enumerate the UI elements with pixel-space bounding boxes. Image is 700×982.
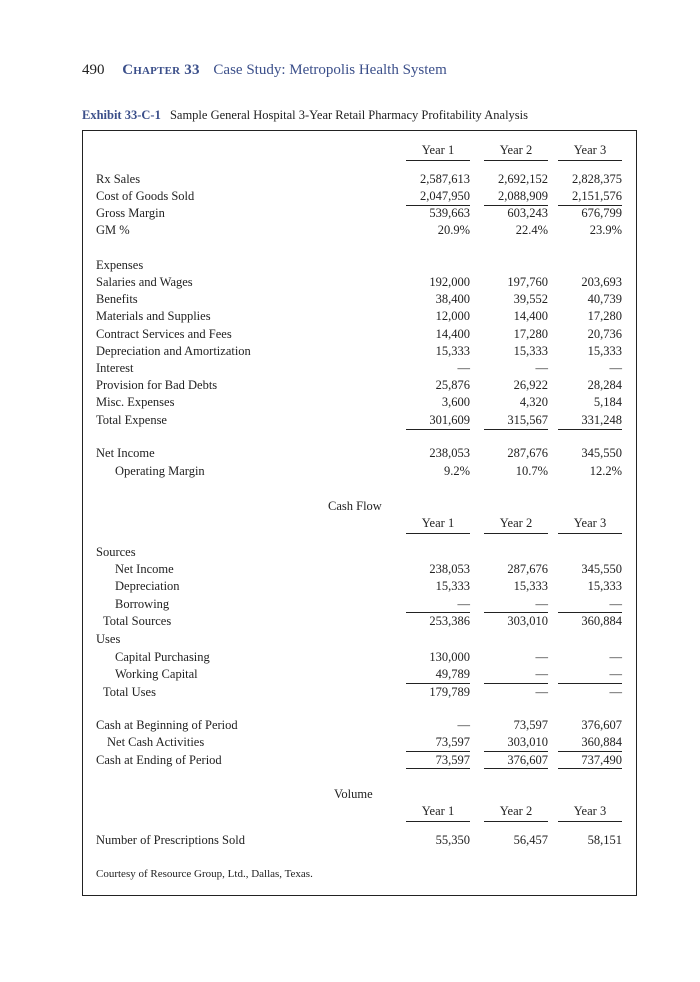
subtotal-rule: [484, 751, 548, 752]
cash-flow-year-header: Year 3: [573, 516, 607, 530]
header-rule: [484, 821, 548, 822]
header-rule: [406, 821, 470, 822]
header-rule: [484, 160, 548, 161]
row-value: —: [535, 667, 548, 682]
row-value: 56,457: [513, 833, 548, 847]
row-label: Provision for Bad Debts: [96, 378, 218, 393]
row-label: Benefits: [96, 292, 138, 307]
row-value: 345,550: [581, 446, 622, 460]
row-value: 287,676: [507, 562, 548, 576]
row-value: —: [457, 718, 470, 732]
row-value: 20.9%: [437, 223, 470, 237]
row-value: 192,000: [429, 275, 470, 289]
total-rule: [406, 429, 470, 430]
row-value: 73,597: [513, 718, 548, 732]
row-value: 39,552: [513, 292, 548, 307]
row-value: 15,333: [513, 343, 548, 358]
row-value: 15,333: [587, 579, 622, 594]
row-value: 376,607: [507, 752, 548, 767]
row-label: Rx Sales: [96, 172, 141, 186]
row-value: 10.7%: [515, 463, 548, 478]
section-heading-expenses: Expenses: [96, 258, 144, 272]
row-value: 301,609: [429, 412, 470, 427]
row-value: 303,010: [507, 613, 548, 628]
profitability-year-header: Year 2: [499, 143, 533, 157]
header-rule: [406, 533, 470, 534]
profitability-year-header: Year 3: [573, 143, 607, 157]
row-value: 2,088,909: [498, 189, 548, 203]
row-value: —: [609, 361, 622, 375]
row-value: —: [535, 596, 548, 611]
row-value: 38,400: [435, 292, 470, 307]
subtotal-rule: [558, 683, 622, 684]
row-value: —: [535, 650, 548, 664]
row-value: 197,760: [507, 275, 548, 289]
volume-year-header: Year 2: [499, 804, 533, 818]
row-value: 17,280: [587, 309, 622, 324]
row-value: 25,876: [435, 378, 470, 393]
subtotal-rule: [558, 205, 622, 206]
row-value: 737,490: [581, 752, 622, 767]
header-rule: [558, 533, 622, 534]
row-value: —: [535, 684, 548, 699]
row-value: 49,789: [435, 667, 470, 682]
exhibit-label: Exhibit 33-C-1: [82, 108, 161, 122]
header-rule: [484, 533, 548, 534]
row-value: —: [609, 667, 622, 682]
subtotal-rule: [406, 205, 470, 206]
row-value: 26,922: [513, 378, 548, 393]
row-value: 12.2%: [589, 463, 622, 478]
row-value: 23.9%: [589, 223, 622, 237]
total-rule: [558, 768, 622, 769]
row-value: 130,000: [429, 650, 470, 664]
row-label: Cash at Beginning of Period: [96, 718, 238, 732]
row-label: Total Uses: [103, 684, 156, 699]
row-value: 55,350: [435, 833, 470, 847]
subtotal-rule: [484, 683, 548, 684]
row-label: Total Expense: [96, 412, 167, 427]
row-label: Working Capital: [115, 667, 198, 682]
row-value: —: [457, 596, 470, 611]
row-value: 2,828,375: [572, 172, 622, 186]
row-value: 360,884: [581, 735, 622, 750]
profitability-year-header: Year 1: [421, 143, 455, 157]
row-value: 238,053: [429, 562, 470, 576]
row-label: Net Income: [96, 446, 155, 460]
total-rule: [484, 768, 548, 769]
row-value: 253,386: [429, 613, 470, 628]
row-value: 3,600: [441, 395, 470, 410]
source-credit: Courtesy of Resource Group, Ltd., Dallas, Texas.: [96, 868, 313, 880]
row-value: 303,010: [507, 735, 548, 750]
row-label: Total Sources: [103, 613, 172, 628]
row-value: 15,333: [587, 343, 622, 358]
row-value: 2,047,950: [420, 189, 470, 203]
row-value: —: [535, 361, 548, 375]
row-value: 40,739: [587, 292, 622, 307]
row-value: 20,736: [587, 326, 622, 341]
row-value: 315,567: [507, 412, 548, 427]
exhibit-caption: Sample General Hospital 3-Year Retail Pharmacy Profitability Analysis: [169, 108, 528, 122]
row-label: Cash at Ending of Period: [96, 752, 222, 767]
total-rule: [558, 429, 622, 430]
row-value: 22.4%: [515, 223, 548, 237]
row-value: 376,607: [581, 718, 622, 732]
row-value: 287,676: [507, 446, 548, 460]
row-label: Net Income: [115, 562, 174, 576]
row-value: 15,333: [513, 579, 548, 594]
row-value: 603,243: [507, 206, 548, 220]
row-label: Contract Services and Fees: [96, 326, 232, 341]
row-label: Misc. Expenses: [96, 395, 175, 410]
row-label: Gross Margin: [96, 206, 165, 220]
row-value: 2,587,613: [420, 172, 470, 186]
subtotal-rule: [484, 612, 548, 613]
row-value: 73,597: [435, 752, 470, 767]
volume-year-header: Year 3: [573, 804, 607, 818]
row-value: 331,248: [581, 412, 622, 427]
row-label: Depreciation and Amortization: [96, 343, 251, 358]
row-label: Number of Prescriptions Sold: [96, 833, 245, 847]
row-value: 17,280: [513, 326, 548, 341]
subtotal-rule: [406, 683, 470, 684]
exhibit-title: [82, 108, 528, 123]
row-value: —: [609, 596, 622, 611]
subsection-sources: Sources: [96, 545, 136, 559]
row-value: 14,400: [435, 326, 470, 341]
chapter-label: Chapter 33: [122, 62, 200, 78]
row-value: —: [609, 650, 622, 664]
cash-flow-year-header: Year 2: [499, 516, 533, 530]
header-rule: [558, 160, 622, 161]
row-label: Salaries and Wages: [96, 275, 193, 289]
chapter-title: Case Study: Metropolis Health System: [213, 62, 447, 78]
row-value: —: [457, 361, 470, 375]
row-label: Operating Margin: [115, 463, 205, 478]
row-value: 14,400: [513, 309, 548, 324]
subtotal-rule: [558, 612, 622, 613]
row-value: 539,663: [429, 206, 470, 220]
header-rule: [406, 160, 470, 161]
subtotal-rule: [406, 751, 470, 752]
row-label: GM %: [96, 223, 130, 237]
header-rule: [558, 821, 622, 822]
row-value: 4,320: [519, 395, 548, 410]
volume-year-header: Year 1: [421, 804, 455, 818]
cash-flow-year-header: Year 1: [421, 516, 455, 530]
row-label: Net Cash Activities: [107, 735, 205, 750]
row-label: Cost of Goods Sold: [96, 189, 195, 203]
row-label: Interest: [96, 361, 134, 375]
row-value: 360,884: [581, 613, 622, 628]
row-value: —: [609, 684, 622, 699]
page-number: 490: [82, 62, 105, 78]
row-value: 15,333: [435, 579, 470, 594]
subtotal-rule: [558, 751, 622, 752]
row-value: 203,693: [581, 275, 622, 289]
row-label: Depreciation: [115, 579, 180, 594]
row-value: 58,151: [587, 833, 622, 847]
row-value: 5,184: [593, 395, 622, 410]
row-value: 9.2%: [443, 463, 470, 478]
subtotal-rule: [406, 612, 470, 613]
row-value: 12,000: [435, 309, 470, 324]
row-value: 345,550: [581, 562, 622, 576]
total-rule: [406, 768, 470, 769]
row-label: Borrowing: [115, 596, 170, 611]
row-value: 238,053: [429, 446, 470, 460]
row-value: 676,799: [581, 206, 622, 220]
subtotal-rule: [484, 205, 548, 206]
section-heading-cash-flow: Cash Flow: [328, 499, 382, 513]
subsection-uses: Uses: [96, 632, 121, 646]
row-value: 2,151,576: [572, 189, 622, 203]
row-value: 179,789: [429, 684, 470, 699]
row-label: Materials and Supplies: [96, 309, 211, 324]
section-heading-volume: Volume: [334, 787, 373, 801]
row-value: 2,692,152: [498, 172, 548, 186]
row-value: 73,597: [435, 735, 470, 750]
row-value: 28,284: [587, 378, 622, 393]
row-label: Capital Purchasing: [115, 650, 210, 664]
total-rule: [484, 429, 548, 430]
running-head: [82, 62, 447, 79]
row-value: 15,333: [435, 343, 470, 358]
